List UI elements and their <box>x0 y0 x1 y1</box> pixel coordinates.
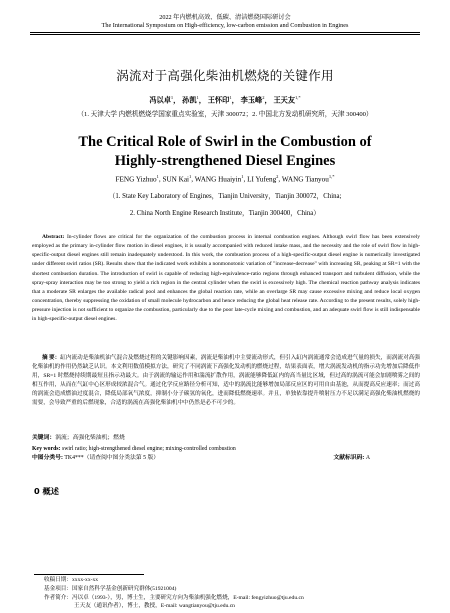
footnote-author-bio: 作者简介：冯以卓（1993-），男，博士生，主要研究方向为柴油机强化燃烧，E-mail: fengyizhuo@tju.edu.cn <box>44 595 304 601</box>
cn-affiliation: （1. 天津大学 内燃机燃烧学国家重点实验室，天津 300072；2. 中国北方发动机研究所，天津 300400） <box>77 111 373 118</box>
clc-label: 中图分类号: <box>32 455 63 461</box>
header-rule-top <box>30 32 420 33</box>
en-author: SUN Kai <box>162 175 190 184</box>
cn-author-sup: 1 <box>196 95 199 100</box>
en-authors <box>0 174 450 183</box>
en-author-sup: 1,* <box>328 174 335 179</box>
en-author: FENG Yizhuo <box>115 175 157 184</box>
keywords-cn <box>32 434 420 442</box>
keywords-en <box>32 445 420 453</box>
en-affiliation-2: 2. China North Engine Research Institute，Tianjin 300400，China） <box>129 210 321 217</box>
en-author: LI Yufeng <box>247 175 277 184</box>
keywords-cn-text: 涡流；高强化柴油机；燃烧 <box>55 435 125 441</box>
en-author: WANG Tianyou <box>281 175 329 184</box>
footnote-fund: 基金项目：国家自然科学基金创新研究群体(51921004) <box>44 586 177 592</box>
clc-text: TK4***（请查阅中图分类法第 5 版） <box>64 455 160 461</box>
en-title-line1: The Critical Role of Swirl in the Combustion of <box>78 134 372 150</box>
en-author-sup: 1 <box>189 174 192 179</box>
doc-code <box>333 454 370 462</box>
cn-author: 王天友 <box>273 96 296 105</box>
keywords-en-text: swirl ratio; high-strengthened diesel engine; mixing-controlled combustion <box>61 446 236 452</box>
en-author-sup: 1 <box>156 174 159 179</box>
abstract-cn-label: 摘 要： <box>42 355 61 361</box>
cn-authors: 冯以卓$^1$， 孙凯$^1$， 王怀印$^1$， 李玉峰$^2$， 王天友$^{1,*}$ <box>149 95 301 105</box>
cn-author-sup: 1 <box>170 95 174 100</box>
cn-author: 冯以卓 <box>149 96 171 105</box>
abstract-en <box>32 233 420 325</box>
doc-code-label: 文献标识码: <box>333 455 365 461</box>
cn-author-sup: 1,* <box>295 95 301 100</box>
cn-author-sup: 1 <box>229 95 232 100</box>
en-affiliation-1: （1. State Key Laboratory of Engines，Tianjin University，Tianjin 300072，China; <box>108 193 342 200</box>
footnote-rule <box>34 574 144 575</box>
abstract-en-text: In-cylinder flows are critical for the organization of the combustion process in internal combustion engines. Although swirl flow has been extensively employed as the primary in-cylinder flow motion in diesel engines, it is usually accompanied with reduced intake mass, and the necessity and the role of swirl flow in high-specific-output diesel engines still remain inadequately understood. In this work, the combustion process of a high-specific-output diesel engine is numerically investigated under different swirl ratios (SR). Results show that the indicated work exhibits a nonmonotonic variation of "increase-decrease" with increasing SR, peaking at SR=1 with the shortest combustion duration. The introduction of swirl is capable of reducing high-equivalence-ratio regions through enhanced transport and turbulent diffusion, while the spray-spray interaction may be too strong to yield a rich region in the central cylinder when the swirl is excessively high. The chemical reaction pathway analysis indicates that a moderate SR enlarges the available radical pool and enhances the global reaction rate, while an overlarge SR may cause excessive mixing and reduce local oxygen concentration, thereby suppressing the oxidation of small molecule hydrocarbon and hence reducing the global heat release rate. According to the present results, solely high-pressure injection is not sufficient to organize the combustion, particularly due to the poor late-cycle mixing and combustion, and an adequate swirl flow is still indispensable in high-specific-output diesel engines. <box>32 234 420 323</box>
abstract-cn <box>32 354 420 407</box>
en-author-sup: 1 <box>241 174 244 179</box>
abstract-cn-text: 缸内流动是柴油机油气混合及燃烧过程的关键影响因素，涡流是柴油机中主要流动形式，但引入缸内涡流通常会造成进气量的损失，而涡流对高强化柴油机的作用仍然缺乏认识。本文利用数值模拟方法，研究了不同涡流下高强化发动机的燃烧过程，结果表面表，增大涡流发动机的指示功先增加后降低作用，SR=1 时燃烧持续期最短且指示功最大。由于涡流的输运作用和湍流扩散作用，涡流能够降低缸内的高当量比区域，但过高的涡流可能会加剧喷雾之间的相互作用，从而在气缸中心区形成较浓混合气。通过化学反应路径分析可知，适中的涡流比能够增加局部反应区的可用自由基池，从而提高反应速率；而过高的涡流会造成燃油过度混合，降低局部氧气浓度，抑制小分子碳氢的氧化，进而降低燃烧速率。并且，单独依靠提升喷射压力不足以满足高强化柴油机燃烧的需要，会导致严重的后燃现象，合适的涡流在高强化柴油机中中仍然是必不可少的。 <box>32 355 420 406</box>
classification <box>32 454 420 462</box>
section-heading: 0 概述 <box>34 486 59 496</box>
header-line-en: The International Symposium on High-efficiency, low-carbon emission and Combustion in Engines <box>101 22 349 29</box>
cn-author-sup: 2 <box>262 95 265 100</box>
header-line-cn: 2022 年内燃机高效、低碳、清洁燃烧国际研讨会 <box>159 14 291 21</box>
cn-author: 李玉峰 <box>240 96 263 105</box>
footnote-corresponding-author: 王天友（通讯作者），博士，教授，E-mail: wangtianyou@tju.edu.cn <box>74 603 235 609</box>
en-author: WANG Huaiyin <box>194 175 242 184</box>
en-author-sup: 2 <box>276 174 279 179</box>
cn-author: 孙凯 <box>182 96 197 105</box>
header-rule-bottom <box>30 34 420 35</box>
en-title-line2: Highly-strengthened Diesel Engines <box>114 153 336 169</box>
doc-code-value: A <box>365 455 370 461</box>
en-title <box>0 133 450 171</box>
en-author-sep: , <box>243 175 248 184</box>
footnote-received: 收稿日期：xxxx-xx-xx <box>44 577 99 583</box>
en-author-sep: , <box>158 175 163 184</box>
cn-author: 王怀印 <box>207 96 230 105</box>
abstract-en-label: Abstract: <box>42 234 65 240</box>
keywords-cn-label: 关键词： <box>32 435 56 441</box>
keywords-en-label: Key words: <box>32 446 61 452</box>
cn-title: 涡流对于高强化柴油机燃烧的关键作用 <box>116 68 334 83</box>
en-author-sep: , <box>191 175 195 184</box>
en-author-sep: , <box>278 175 282 184</box>
